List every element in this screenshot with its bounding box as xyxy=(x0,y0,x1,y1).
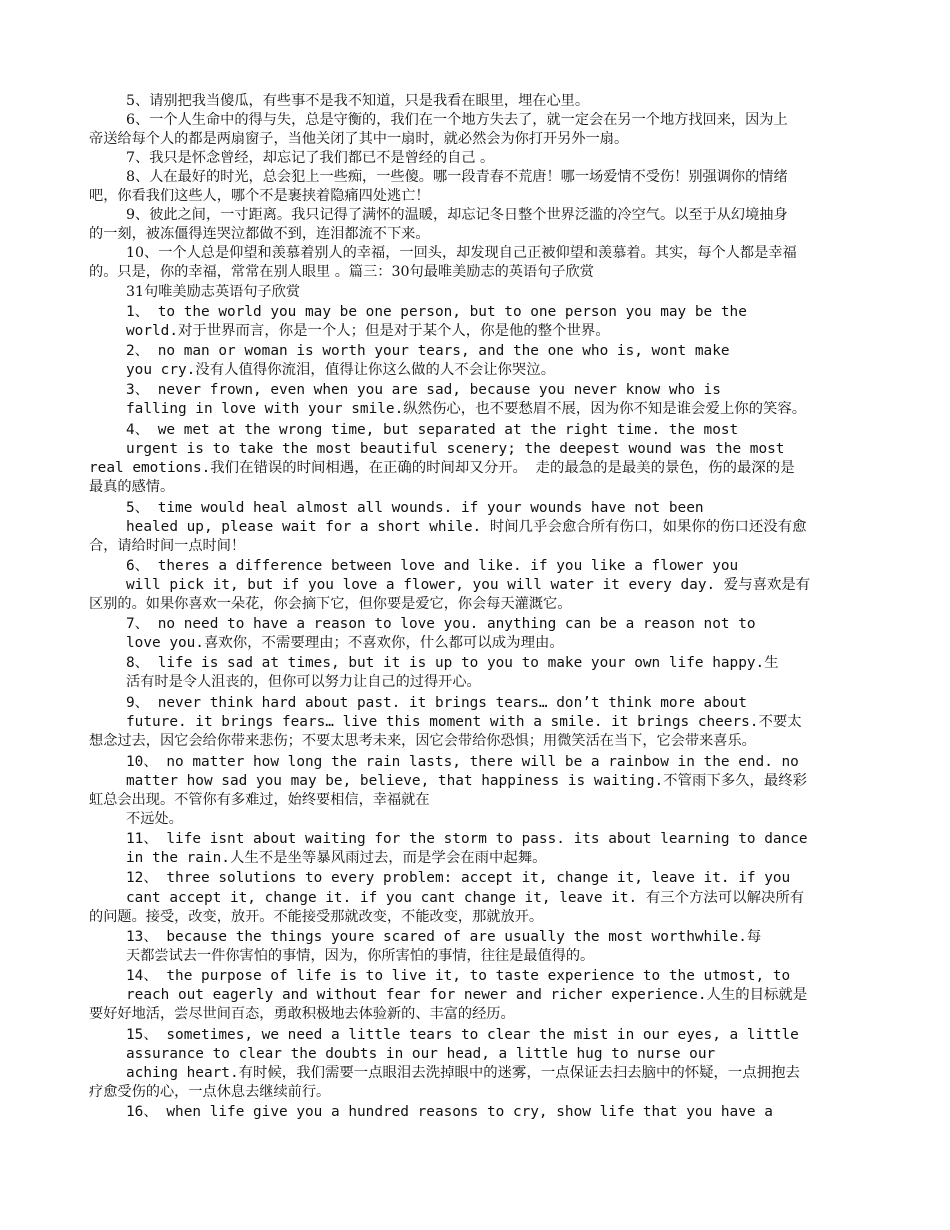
text-line: 16、 when life give you a hundred reasons to cry, show life that you have a xyxy=(126,1104,773,1120)
text-line: 13、 because the things youre scared of are usually the most worthwhile.每 xyxy=(126,929,762,945)
text-line: 合，请给时间一点时间！ xyxy=(89,538,246,554)
text-line: 吧，你看我们这些人，哪个不是裹挟着隐痛四处逃亡！ xyxy=(89,188,430,204)
text-line: 9、 never think hard about past. it brings tears… don’t think more about xyxy=(126,695,747,711)
text-line: 10、一个人总是仰望和羡慕着别人的幸福，一回头，却发现自己正被仰望和羡慕着。其实，每个人都是幸福 xyxy=(126,245,797,261)
text-line: 要好好地活，尝尽世间百态，勇敢积极地去体验新的、丰富的经历。 xyxy=(89,1006,515,1022)
text-line: 8、人在最好的时光，总会犯上一些痴，一些傻。哪一段青春不荒唐！哪一场爱情不受伤！别强调你的情绪 xyxy=(126,169,788,185)
text-line: 5、 time would heal almost all wounds. if your wounds have not been xyxy=(126,500,704,516)
text-line: 8、 life is sad at times, but it is up to you to make your own life happy.生 xyxy=(126,655,779,671)
text-line: 15、 sometimes, we need a little tears to clear the mist in our eyes, a little xyxy=(126,1027,799,1043)
text-line: future. it brings fears… live this moment with a smile. it brings cheers.不要太 xyxy=(126,714,802,730)
text-line: 7、我只是怀念曾经，却忘记了我们都已不是曾经的自己 。 xyxy=(126,150,495,166)
text-line: 10、 no matter how long the rain lasts, there will be a rainbow in the end. no xyxy=(126,754,799,770)
text-line: 不远处。 xyxy=(126,811,183,827)
text-line: 帝送给每个人的都是两扇窗子，当他关闭了其中一扇时，就必然会为你打开另外一扇。 xyxy=(89,131,629,147)
text-line: 虹总会出现。不管你有多难过，始终要相信，幸福就在 xyxy=(89,792,430,808)
text-line: 的。只是，你的幸福，常常在别人眼里 。篇三：30句最唯美励志的英语句子欣赏 xyxy=(89,264,594,280)
text-line: urgent is to take the most beautiful scenery; the deepest wound was the most xyxy=(126,441,785,457)
text-line: 6、 theres a difference between love and like. if you like a flower you xyxy=(126,558,739,574)
text-line: 5、请别把我当傻瓜，有些事不是我不知道，只是我看在眼里，埋在心里。 xyxy=(126,93,590,109)
text-line: you cry.没有人值得你流泪，值得让你这么做的人不会让你哭泣。 xyxy=(126,362,556,378)
text-line: assurance to clear the doubts in our head, a little hug to nurse our xyxy=(126,1046,716,1062)
text-line: 6、一个人生命中的得与失，总是守衡的，我们在一个地方失去了，就一定会在另一个地方找回来，因为上 xyxy=(126,112,788,128)
text-line: 14、 the purpose of life is to live it, to taste experience to the utmost, to xyxy=(126,968,791,984)
text-line: 疗愈受伤的心，一点休息去继续前行。 xyxy=(89,1084,331,1100)
text-line: 31句唯美励志英语句子欣赏 xyxy=(126,284,301,300)
text-line: 的一刻，被冻僵得连哭泣都做不到，连泪都流不下来。 xyxy=(89,226,430,242)
text-line: world.对于世界而言，你是一个人；但是对于某个人，你是他的整个世界。 xyxy=(126,323,610,339)
text-line: reach out eagerly and without fear for newer and richer experience.人生的目标就是 xyxy=(126,987,808,1003)
text-line: healed up, please wait for a short while. 时间几乎会愈合所有伤口，如果你的伤口还没有愈 xyxy=(126,519,807,535)
text-line: 3、 never frown, even when you are sad, because you never know who is xyxy=(126,382,721,398)
text-line: cant accept it, change it. if you cant change it, leave it. 有三个方法可以解决所有 xyxy=(126,890,805,906)
text-line: real emotions.我们在错误的时间相遇，在正确的时间却又分开。 走的最急的是最美的景色，伤的最深的是 xyxy=(89,460,795,476)
text-line: 9、彼此之间，一寸距离。我只记得了满怀的温暖，却忘记冬日整个世界泛滥的冷空气。以至于从幻境抽身 xyxy=(126,207,788,223)
text-line: 的问题。接受，改变，放开。不能接受那就改变，不能改变，那就放开。 xyxy=(89,909,544,925)
text-line: 天都尝试去一件你害怕的事情，因为，你所害怕的事情，往往是最值得的。 xyxy=(126,948,595,964)
text-line: matter how sad you may be, believe, that happiness is waiting.不管雨下多久，最终彩 xyxy=(126,773,808,789)
text-line: 12、 three solutions to every problem: accept it, change it, leave it. if you xyxy=(126,870,791,886)
text-line: will pick it, but if you love a flower, you will water it every day. 爱与喜欢是有 xyxy=(126,577,811,593)
text-line: 2、 no man or woman is worth your tears, and the one who is, wont make xyxy=(126,343,730,359)
text-line: falling in love with your smile.纵然伤心，也不要愁眉不展，因为你不知是谁会爱上你的笑容。 xyxy=(126,401,807,417)
text-line: love you.喜欢你，不需要理由；不喜欢你，什么都可以成为理由。 xyxy=(126,635,564,651)
text-line: 7、 no need to have a reason to love you. anything can be a reason not to xyxy=(126,616,756,632)
text-line: 活有时是令人沮丧的，但你可以努力让自己的过得开心。 xyxy=(126,674,481,690)
text-line: 4、 we met at the wrong time, but separated at the right time. the most xyxy=(126,422,739,438)
text-line: 最真的感情。 xyxy=(89,479,175,495)
text-line: in the rain.人生不是坐等暴风雨过去，而是学会在雨中起舞。 xyxy=(126,850,547,866)
text-line: aching heart.有时候，我们需要一点眼泪去洗掉眼中的迷雾，一点保证去扫去脑中的怀疑，一点拥抱去 xyxy=(126,1065,800,1081)
text-line: 11、 life isnt about waiting for the storm to pass. its about learning to dance xyxy=(126,831,808,847)
text-line: 区别的。如果你喜欢一朵花，你会摘下它，但你要是爱它，你会每天灌溉它。 xyxy=(89,596,572,612)
text-line: 想念过去，因它会给你带来悲伤；不要太思考未来，因它会带给你恐惧；用微笑活在当下，它会带来喜乐。 xyxy=(89,733,756,749)
text-line: 1、 to the world you may be one person, but to one person you may be the xyxy=(126,304,747,320)
